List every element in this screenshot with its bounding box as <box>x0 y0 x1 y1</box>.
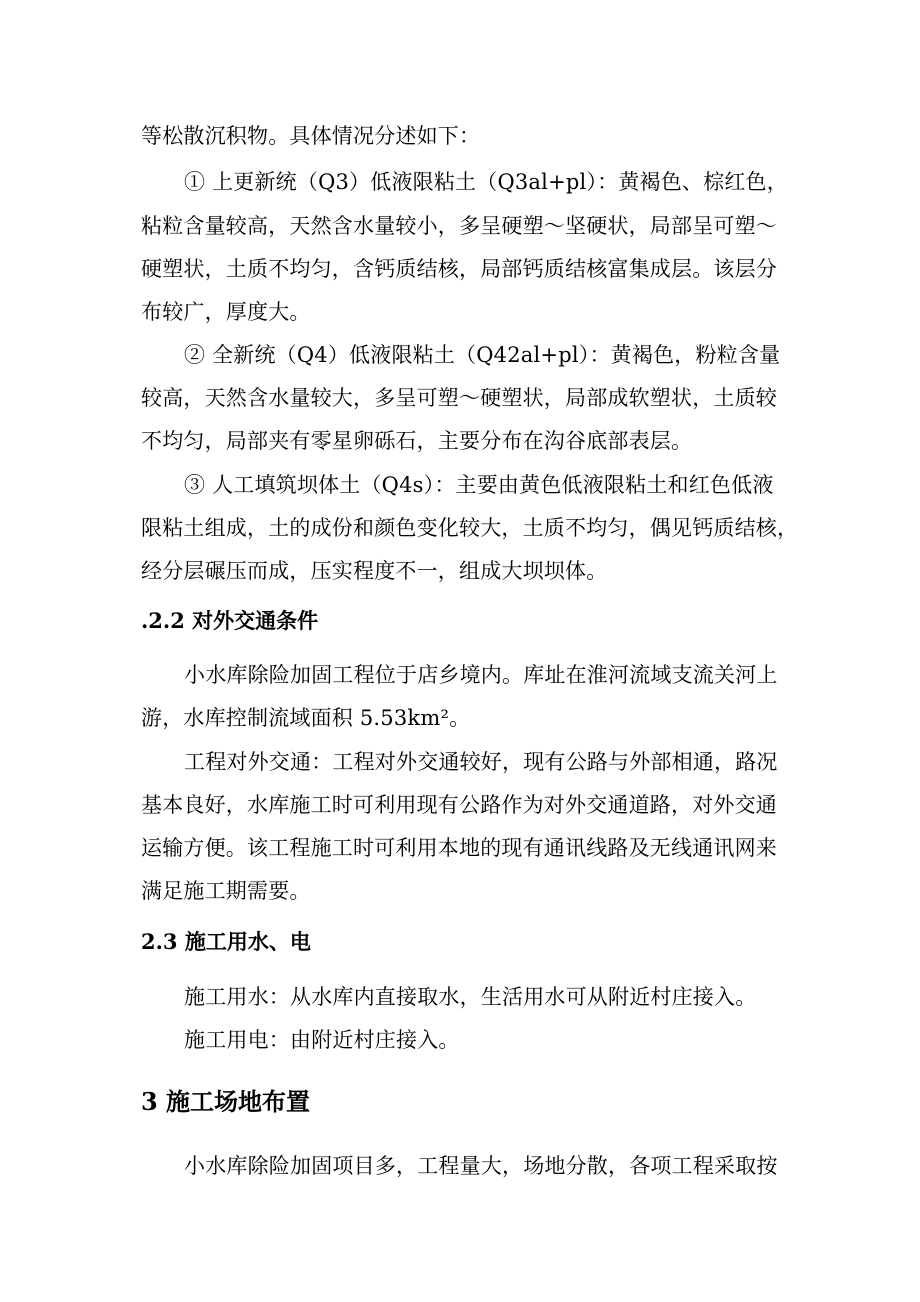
paragraph-line: 等松散沉积物。具体情况分述如下： <box>141 124 481 148</box>
paragraph-line: 较高，天然含水量较大，多呈可塑～硬塑状，局部成软塑状，土质较 <box>141 386 777 410</box>
paragraph-line: ③ 人工填筑坝体土（Q4s）：主要由黄色低液限粘土和红色低液 <box>184 473 774 497</box>
paragraph-line: 满足施工期需要。 <box>141 879 311 903</box>
paragraph-line: 粘粒含量较高，天然含水量较小，多呈硬塑～坚硬状，局部呈可塑～ <box>141 214 777 238</box>
paragraph-line: 游，水库控制流域面积 5.53km²。 <box>141 706 471 730</box>
paragraph-line: 施工用电：由附近村庄接入。 <box>184 1028 460 1052</box>
paragraph-line: 硬塑状，土质不均匀，含钙质结核，局部钙质结核富集成层。该层分 <box>141 257 777 281</box>
paragraph-line: 工程对外交通：工程对外交通较好，现有公路与外部相通，路况 <box>184 750 778 774</box>
chapter-heading: 3 施工场地布置 <box>141 1087 311 1116</box>
paragraph-line: 限粘土组成，土的成份和颜色变化较大，土质不均匀，偶见钙质结核， <box>141 516 799 540</box>
paragraph-line: ② 全新统（Q4）低液限粘土（Q42al+pl）：黄褐色，粉粒含量 <box>184 343 781 367</box>
section-heading: 2.3 施工用水、电 <box>141 929 311 954</box>
paragraph-line: ① 上更新统（Q3）低液限粘土（Q3al+pl）：黄褐色、棕红色， <box>184 170 788 194</box>
paragraph-line: 小水库除险加固工程位于店乡境内。库址在淮河流域支流关河上 <box>184 663 778 687</box>
section-heading: .2.2 对外交通条件 <box>141 608 319 633</box>
paragraph-line: 施工用水：从水库内直接取水，生活用水可从附近村庄接入。 <box>184 985 757 1009</box>
paragraph-line: 布较广，厚度大。 <box>141 300 311 324</box>
paragraph-line: 不均匀，局部夹有零星卵砾石，主要分布在沟谷底部表层。 <box>141 429 693 453</box>
paragraph-line: 经分层碾压而成，压实程度不一，组成大坝坝体。 <box>141 559 608 583</box>
paragraph-line: 运输方便。该工程施工时可利用本地的现有通讯线路及无线通讯网来 <box>141 836 777 860</box>
paragraph-line: 基本良好，水库施工时可利用现有公路作为对外交通道路，对外交通 <box>141 793 777 817</box>
paragraph-line: 小水库除险加固项目多，工程量大，场地分散，各项工程采取按 <box>184 1154 778 1178</box>
